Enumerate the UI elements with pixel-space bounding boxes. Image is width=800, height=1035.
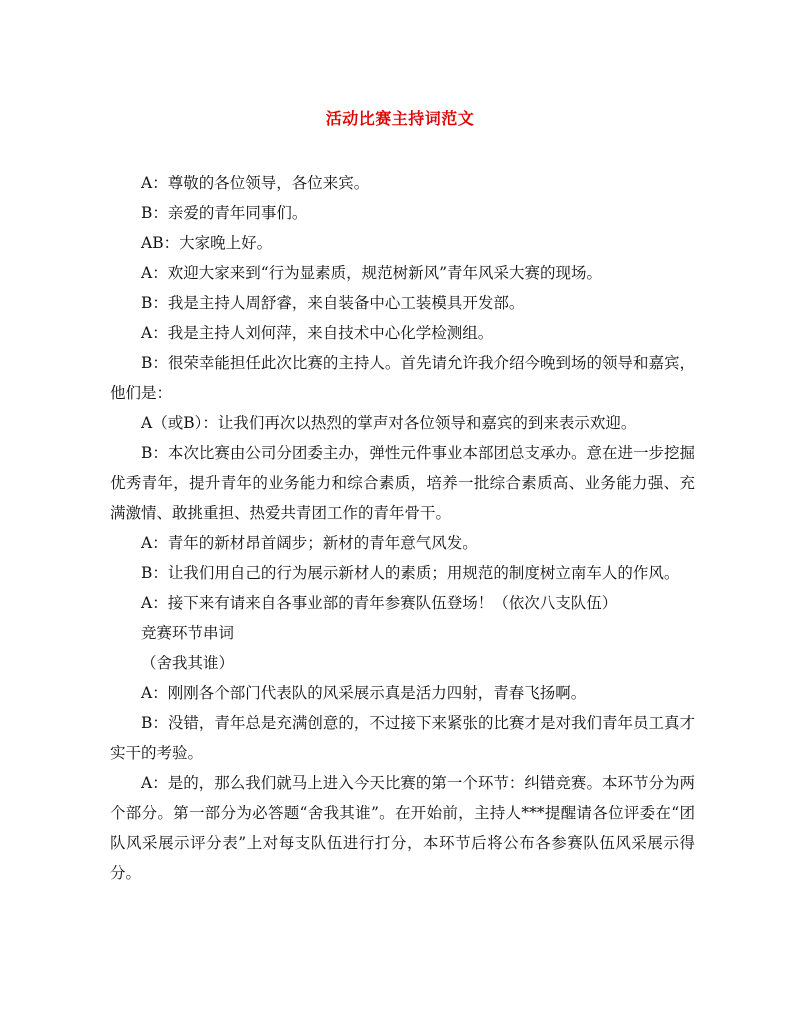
paragraph: B：我是主持人周舒睿，来自装备中心工装模具开发部。 [141, 294, 525, 312]
section-heading: 竞赛环节串词 [141, 624, 235, 642]
paragraph: A：欢迎大家来到“行为显素质，规范树新风”青年风采大赛的现场。 [141, 264, 603, 282]
paragraph: A：我是主持人刘何萍，来自技术中心化学检测组。 [141, 324, 494, 342]
paragraph: A：接下来有请来自各事业部的青年参赛队伍登场！（依次八支队伍） [141, 594, 618, 612]
document-title: 活动比赛主持词范文 [325, 109, 475, 128]
paragraph: A：刚刚各个部门代表队的风采展示真是活力四射，青春飞扬啊。 [141, 684, 587, 702]
paragraph: B：亲爱的青年同事们。 [141, 204, 308, 222]
paragraph: B：没错，青年总是充满创意的，不过接下来紧张的比赛才是对我们青年员工真才实干的考验。 [110, 714, 695, 762]
section-subheading: （舍我其谁） [141, 654, 235, 672]
paragraph: B：本次比赛由公司分团委主办，弹性元件事业本部团总支承办。意在进一步挖掘优秀青年，提升青年的业务能力和综合素质，培养一批综合素质高、业务能力强、充满激情、敢挑重担、热爱共青团工作的青年骨干。 [110, 444, 695, 522]
paragraph: A（或B）：让我们再次以热烈的掌声对各位领导和嘉宾的到来表示欢迎。 [141, 414, 637, 432]
paragraph: A：尊敬的各位领导，各位来宾。 [141, 174, 370, 192]
document-body [110, 168, 695, 888]
paragraph: A：是的，那么我们就马上进入今天比赛的第一个环节：纠错竞赛。本环节分为两个部分。第一部分为必答题“舍我其谁”。在开始前，主持人***提醒请各位评委在“团队风采展示评分表”上对每支队伍进行打分，本环节后将公布各参赛队伍风采展示得分。 [110, 774, 695, 882]
paragraph: B：很荣幸能担任此次比赛的主持人。首先请允许我介绍今晚到场的领导和嘉宾，他们是： [110, 354, 695, 402]
paragraph: A：青年的新材昂首阔步；新材的青年意气风发。 [141, 534, 478, 552]
paragraph: B：让我们用自己的行为展示新材人的素质；用规范的制度树立南车人的作风。 [141, 564, 680, 582]
paragraph: AB：大家晚上好。 [141, 234, 273, 252]
